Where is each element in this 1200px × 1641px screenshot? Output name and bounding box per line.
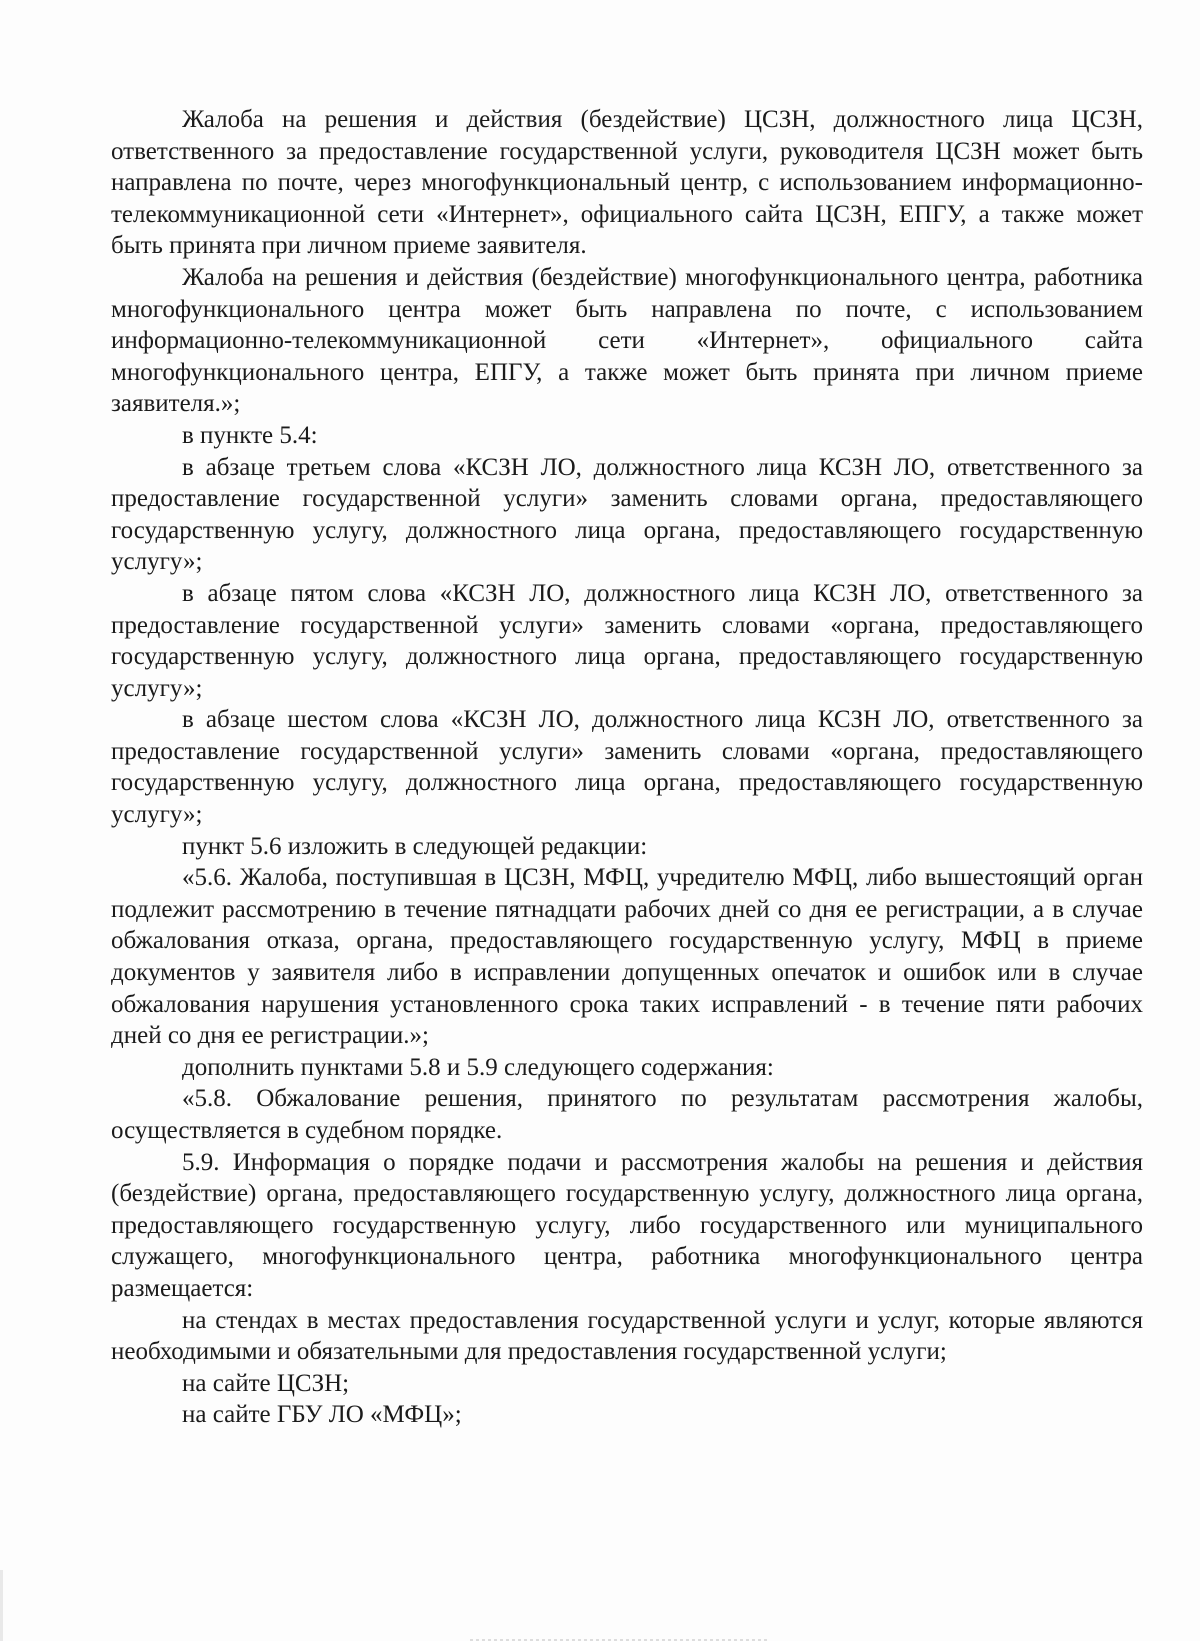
paragraph-point-5-6-intro: пункт 5.6 изложить в следующей редакции: <box>182 832 648 860</box>
paragraph-point-5-9: 5.9. Информация о порядке подачи и рассмотрения жалобы на решения и действия (бездействие) органа, предоставляющего государственную услугу, должностного лица органа, предоставляющего государственную услугу, либо государственного или муниципального служащего, многофункционального центра, работника многофункционального центра размещается: <box>111 1148 1143 1302</box>
paragraph-abzac-third: в абзаце третьем слова «КСЗН ЛО, должностного лица КСЗН ЛО, ответственного за предоставление государственной услуги» заменить словами органа, предоставляющего государственную услугу, должностного лица органа, предоставляющего государственную услугу»; <box>111 453 1143 576</box>
paragraph-stands: на стендах в местах предоставления государственной услуги и услуг, которые являются необходимыми и обязательными для предоставления государственной услуги; <box>111 1306 1143 1366</box>
paragraph-abzac-sixth: в абзаце шестом слова «КСЗН ЛО, должностного лица КСЗН ЛО, ответственного за предоставление государственной услуги» заменить словами «органа, предоставляющего государственную услугу, должностного лица органа, предоставляющего государственную услугу»; <box>111 706 1143 829</box>
document-body <box>111 104 1143 1431</box>
paragraph-complaint-mfc: Жалоба на решения и действия (бездействие) многофункционального центра, работника многофункционального центра может быть направлена по почте, с использованием информационно-телекоммуникационной сети «Интернет», официального сайта многофункционального центра, ЕПГУ, а также может быть принята при личном приеме заявителя.»; <box>111 263 1143 418</box>
paragraph-complaint-cszn: Жалоба на решения и действия (бездействие) ЦСЗН, должностного лица ЦСЗН, ответственного за предоставление государственной услуги, руководителя ЦСЗН может быть направлена по почте, через многофункциональный центр, с использованием информационно-телекоммуникационной сети «Интернет», официального сайта ЦСЗН, ЕПГУ, а также может быть принята при личном приеме заявителя. <box>111 106 1143 260</box>
paragraph-point-5-6: «5.6. Жалоба, поступившая в ЦСЗН, МФЦ, учредителю МФЦ, либо вышестоящий орган подлежит рассмотрению в течение пятнадцати рабочих дней со дня ее регистрации, а в случае обжалования отказа, органа, предоставляющего государственную услугу, МФЦ в приеме документов у заявителя либо в исправлении допущенных опечаток и ошибок или в случае обжалования нарушения установленного срока таких исправлений - в течение пяти рабочих дней со дня ее регистрации.»; <box>111 864 1143 1050</box>
paragraph-point-5-8: «5.8. Обжалование решения, принятого по результатам рассмотрения жалобы, осуществляется в судебном порядке. <box>111 1085 1143 1144</box>
scan-left-smudge <box>0 1570 3 1641</box>
paragraph-site-mfc: на сайте ГБУ ЛО «МФЦ»; <box>182 1401 462 1429</box>
paragraph-point-5-4: в пункте 5.4: <box>182 421 318 449</box>
paragraph-abzac-fifth: в абзаце пятом слова «КСЗН ЛО, должностного лица КСЗН ЛО, ответственного за предоставление государственной услуги» заменить словами «органа, предоставляющего государственную услугу, должностного лица органа, предоставляющего государственную услугу»; <box>111 579 1143 702</box>
paragraph-site-cszn: на сайте ЦСЗН; <box>182 1369 350 1397</box>
paragraph-add-points-intro: дополнить пунктами 5.8 и 5.9 следующего содержания: <box>182 1053 774 1081</box>
